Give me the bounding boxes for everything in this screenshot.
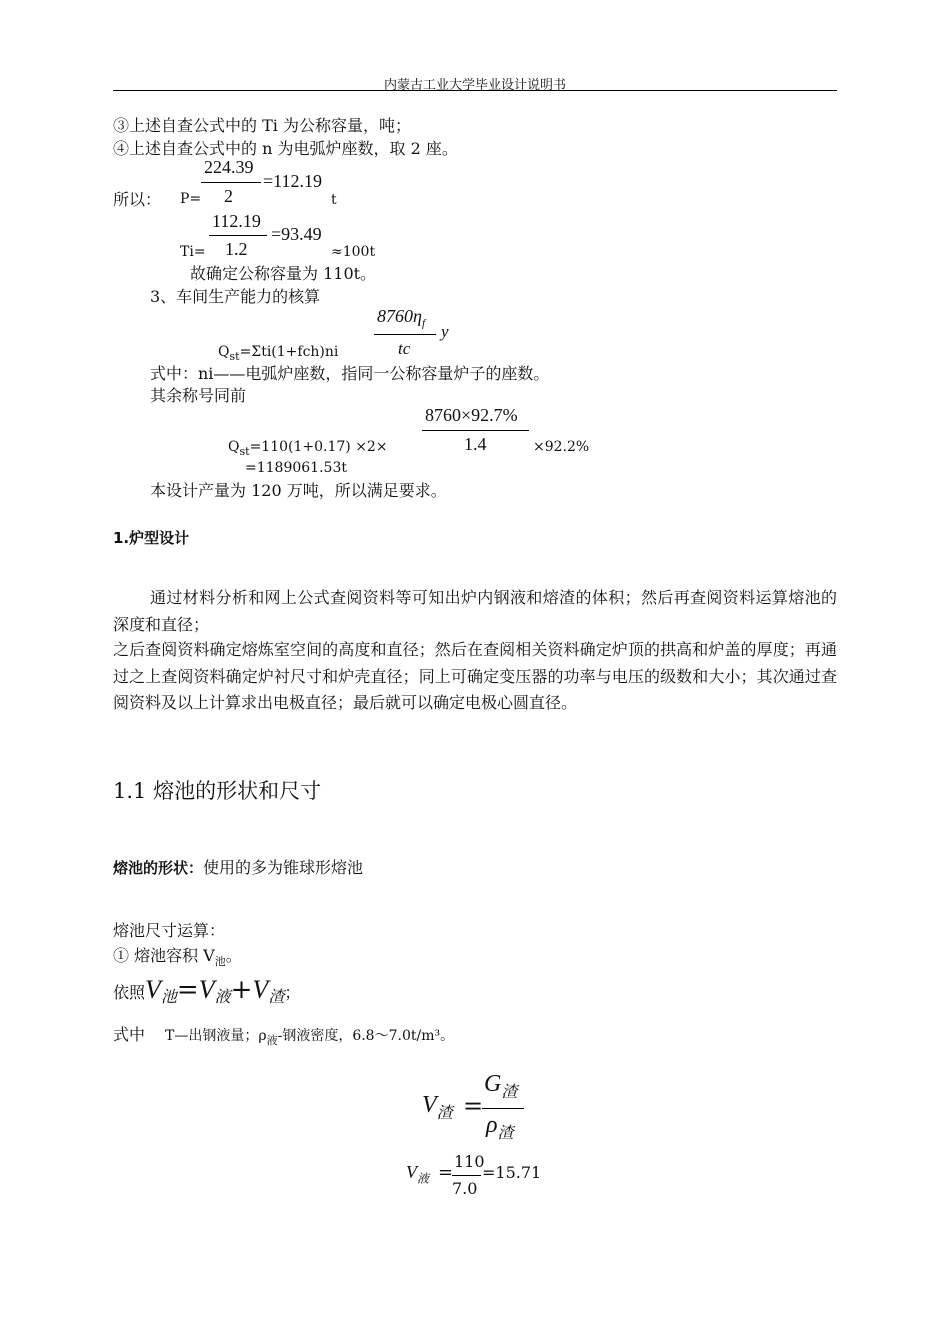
item-1-pool-volume: ① 熔池容积 $V_池$。 [113, 946, 242, 969]
eq1-equals: = [463, 1092, 484, 1120]
basis-formula: 依照$V_池=V_液+V_渣$； [113, 975, 301, 1007]
qst-frac-num: $8760\eta_f$ [377, 306, 425, 330]
eq2-lhs: $V_液$ [406, 1162, 430, 1186]
note-3: ③上述自查公式中的 Ti 为公称容量，吨； [113, 116, 411, 135]
pool-size-calc-title: 熔池尺寸运算： [113, 921, 226, 940]
calc-result: =1189061.53t [245, 460, 347, 476]
eq1-lhs: $V_渣$ [422, 1092, 453, 1122]
ti-result: =93.49 [271, 224, 322, 244]
p-unit: t [331, 192, 337, 208]
ti-approx: ≈100t [331, 244, 376, 260]
qst-frac-den: tc [398, 339, 411, 358]
subsection-1-1-heading: 1.1 熔池的形状和尺寸 [113, 779, 322, 803]
rest-same: 其余称号同前 [150, 386, 247, 405]
eq1-fraction-bar [482, 1108, 524, 1109]
eq2-den: 7.0 [452, 1179, 478, 1198]
eq1-num: $G_渣$ [484, 1071, 518, 1101]
eq2-equals: = [438, 1162, 454, 1183]
p-prefix: 所以： [113, 190, 162, 209]
p-denominator: 2 [224, 186, 233, 206]
conclusion: 本设计产量为 120 万吨，所以满足要求。 [150, 481, 447, 500]
paragraph-2: 之后查阅资料确定熔炼室空间的高度和直径；然后在查阅相关资料确定炉顶的拱高和炉盖的厚度；再通过之上查阅资料确定炉衬尺寸和炉壳直径；同上可确定变压器的功率与电压的级数和大小；其次通过查阅资料及以上计算求出电极直径；最后就可以确定电极心圆直径。 [113, 640, 837, 712]
qst-lhs: $Q_{st}=\Sigma ti(1+fch)ni$ [218, 344, 339, 363]
qst-y: y [441, 322, 449, 341]
calc-frac-den: 1.4 [464, 434, 487, 454]
paragraph-1: 通过材料分析和网上公式查阅资料等可知出炉内钢液和熔渣的体积；然后再查阅资料运算熔池的深度和直径； [113, 588, 837, 634]
ti-fraction-bar [209, 235, 267, 236]
eq2-fraction-bar [452, 1175, 481, 1176]
p-label: P= [180, 191, 202, 207]
eq2-result: =15.71 [482, 1163, 542, 1182]
ti-numerator: 112.19 [212, 211, 261, 231]
p-fraction-bar [201, 182, 261, 183]
definition-line: 式中 T—出钢液量；$\rho_液-$钢液密度，6.8～7.0t/m³。 [113, 1025, 455, 1048]
eq1-den: $\rho_渣$ [486, 1112, 514, 1142]
calc-tail: ×92.2% [533, 439, 590, 455]
p-numerator: 224.39 [204, 157, 254, 177]
page-header-title: 内蒙古工业大学毕业设计说明书 [383, 78, 566, 93]
qst-fraction-bar [374, 334, 436, 335]
calc-expr: $Q_{st}=110(1+0.17) \times 2\times$ [228, 439, 388, 458]
p-result: =112.19 [263, 171, 322, 191]
nominal-capacity: 故确定公称容量为 110t。 [190, 264, 377, 283]
ti-label: Ti= [180, 244, 206, 260]
where-ni: 式中：ni——电弧炉座数，指同一公称容量炉子的座数。 [150, 364, 550, 383]
calc-fraction-bar [422, 430, 529, 431]
section-1-heading: 1.炉型设计 [113, 529, 190, 547]
header-rule [113, 90, 837, 91]
note-4: ④上述自查公式中的 n 为电弧炉座数，取 2 座。 [113, 139, 458, 158]
pool-shape: 熔池的形状：使用的多为锥球形熔池 [113, 858, 364, 877]
section-3-title: 3、车间生产能力的核算 [150, 287, 321, 306]
ti-denominator: 1.2 [225, 239, 248, 259]
calc-frac-num: 8760×92.7% [425, 405, 518, 425]
eq2-num: 110 [454, 1152, 485, 1171]
